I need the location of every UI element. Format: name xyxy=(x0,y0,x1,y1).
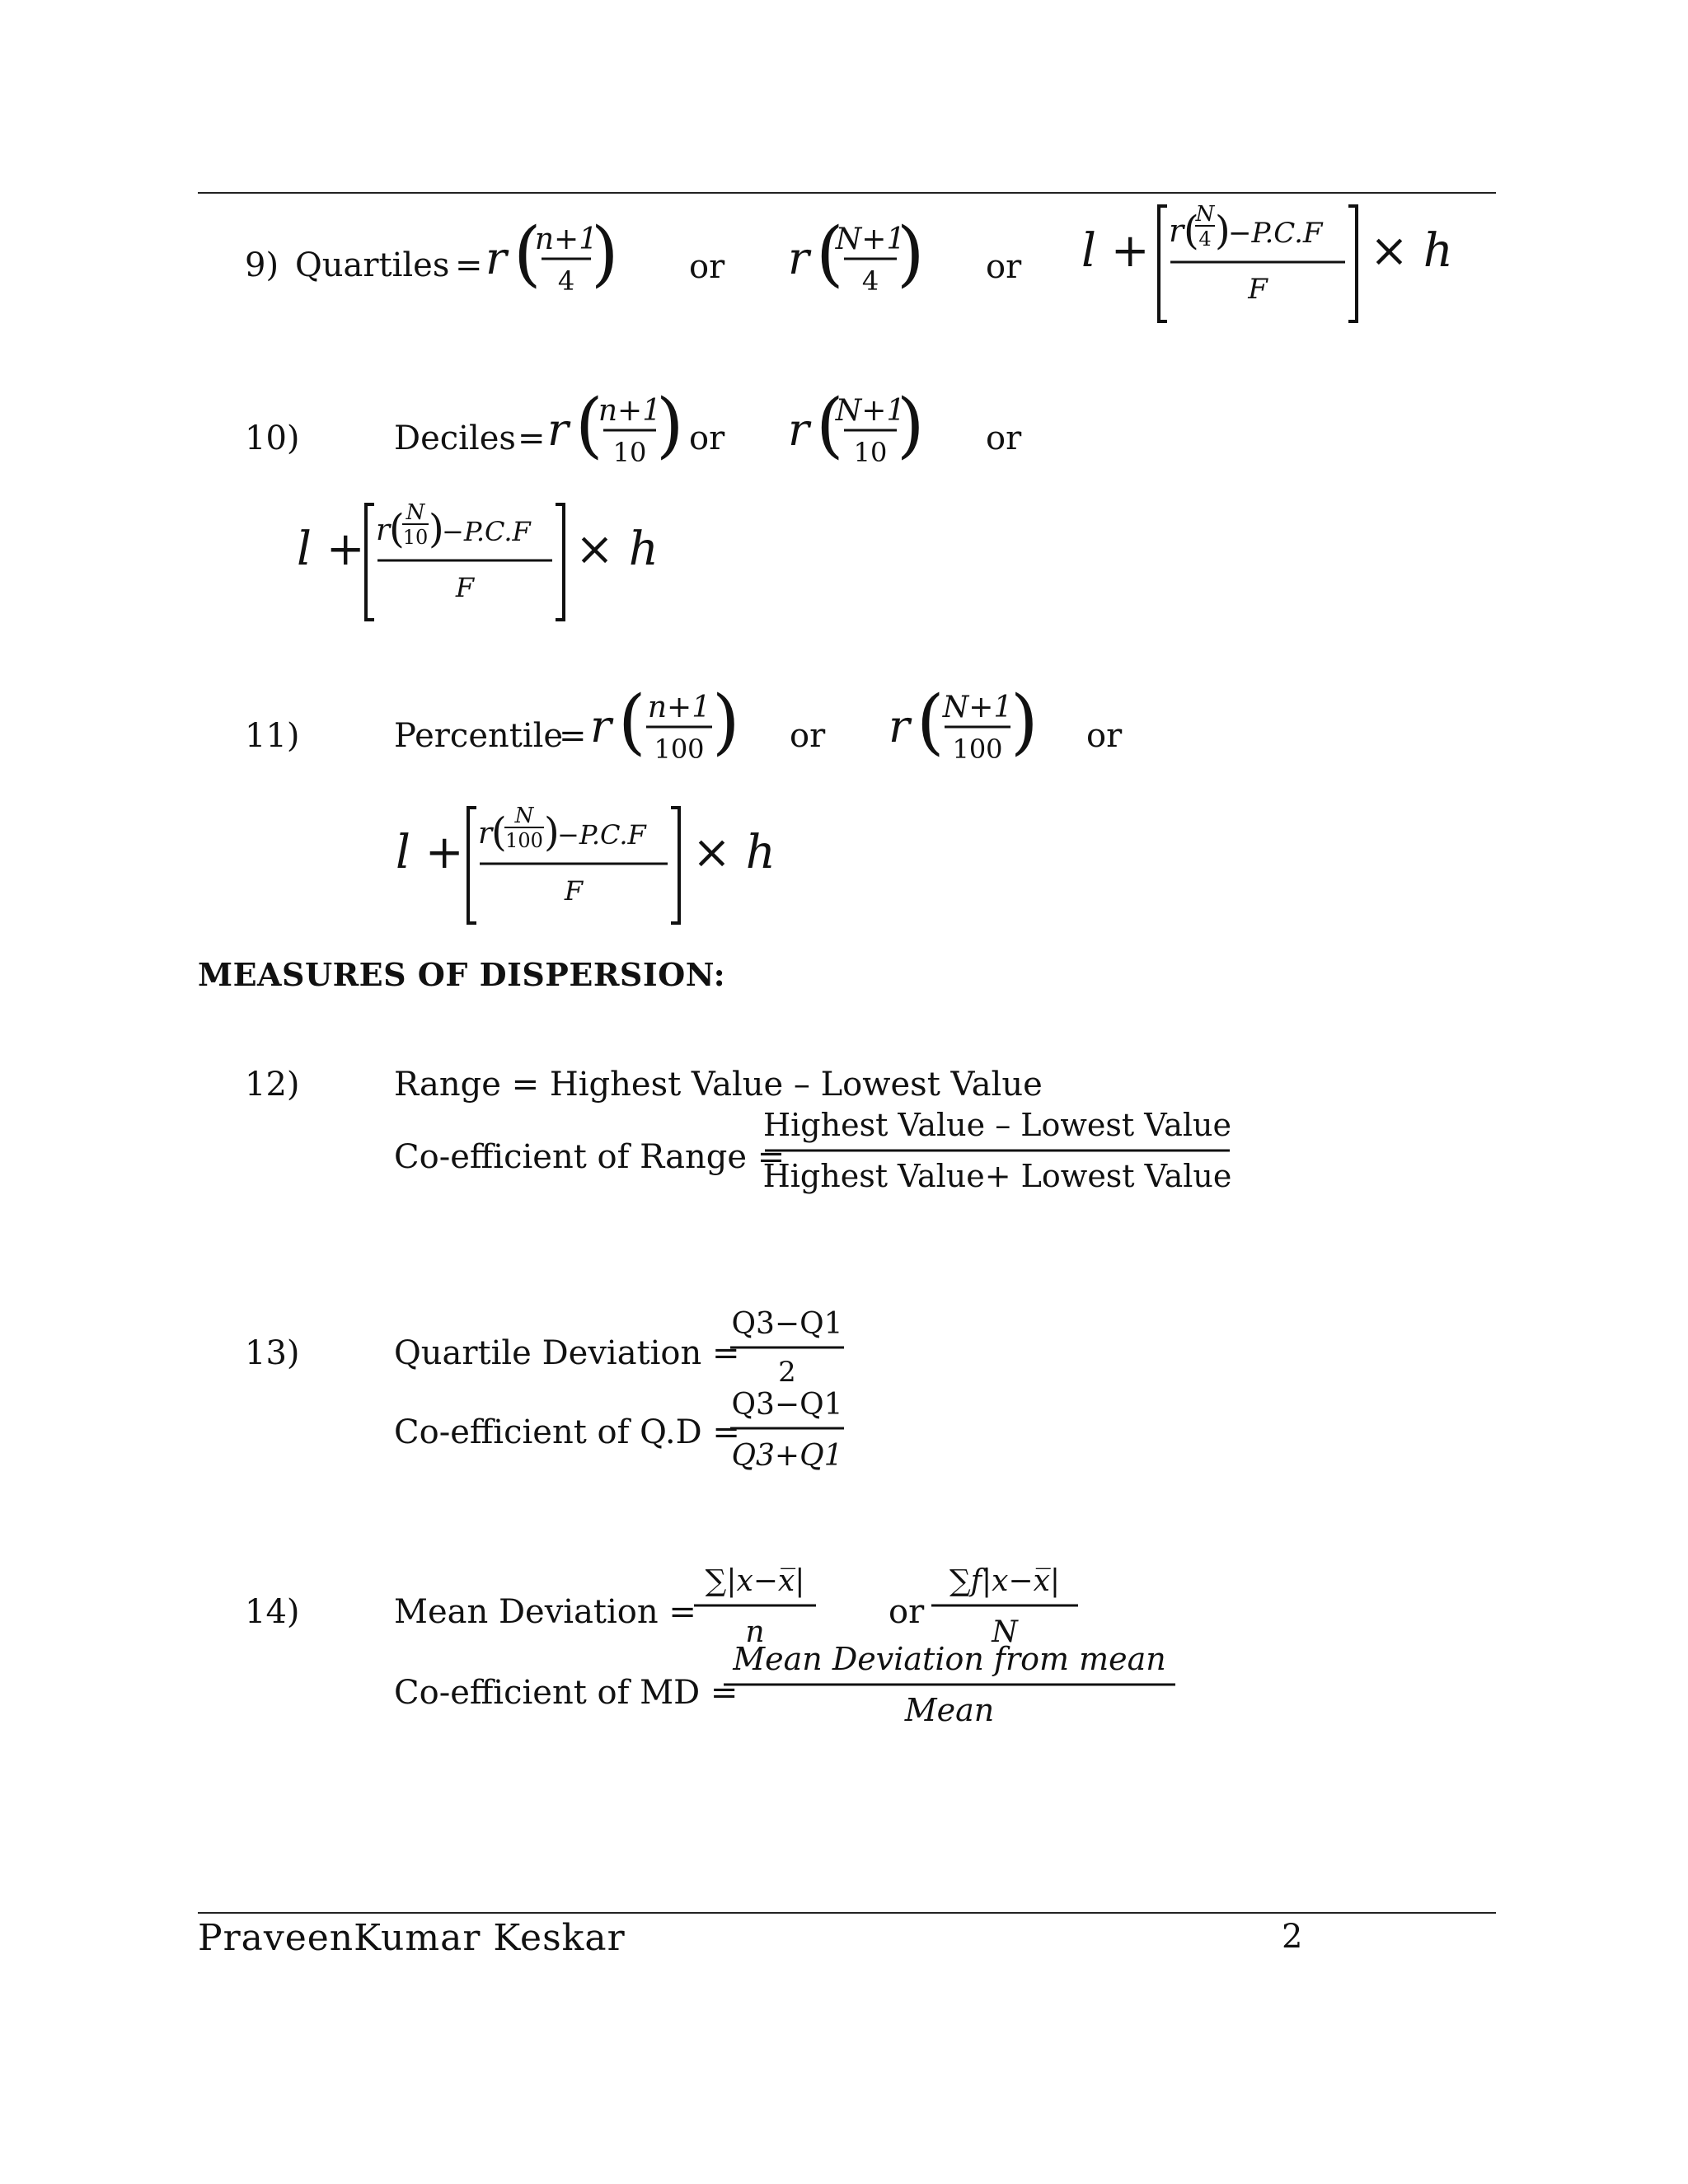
main-denominator: F xyxy=(564,875,584,907)
fraction-denominator: n xyxy=(745,1615,765,1649)
coefficient-label: Co-efficient of Range = xyxy=(394,1138,785,1176)
formula-r: r xyxy=(788,404,809,456)
inner-denominator: 100 xyxy=(505,829,543,852)
percentile-grouped-formula xyxy=(394,798,806,930)
fraction-numerator: n+1 xyxy=(647,691,711,724)
right-paren: ) xyxy=(1010,681,1039,763)
formula-r: r xyxy=(788,232,809,284)
section-heading: MEASURES OF DISPERSION: xyxy=(198,956,726,993)
inner-r: r xyxy=(376,513,391,547)
right-paren: ) xyxy=(897,384,925,466)
fraction-denominator: Highest Value+ Lowest Value xyxy=(762,1158,1232,1194)
inner-numerator: N xyxy=(1195,202,1215,227)
formula-r: r xyxy=(590,701,612,752)
page-number: 2 xyxy=(1282,1918,1303,1956)
fraction-denominator: 100 xyxy=(654,733,705,765)
percentile-formula-small-n xyxy=(587,681,752,775)
left-paren: ( xyxy=(575,384,603,466)
qd-label: Quartile Deviation = xyxy=(394,1334,740,1372)
or-text: or xyxy=(889,1593,925,1631)
footer-author: PraveenKumar Keskar xyxy=(198,1917,626,1959)
md-label: Mean Deviation = xyxy=(394,1593,696,1631)
coefficient-of-qd-fraction xyxy=(725,1381,849,1480)
minus-pcf: −P.C.F xyxy=(1228,217,1323,250)
left-paren: ( xyxy=(513,213,542,295)
left-bracket xyxy=(1159,206,1167,321)
times-h: × h xyxy=(575,523,659,576)
coefficient-of-md-fraction xyxy=(719,1635,1180,1734)
item-number: 14) xyxy=(245,1593,300,1631)
equals-sign: = xyxy=(559,717,587,755)
fraction-denominator: 4 xyxy=(861,265,879,297)
coefficient-label: Co-efficient of MD = xyxy=(394,1674,738,1712)
formula-l-plus: l + xyxy=(1081,224,1150,278)
fraction-numerator: N+1 xyxy=(835,394,906,428)
inner-left-paren: ( xyxy=(1184,208,1199,254)
inner-right-paren: ) xyxy=(429,506,444,552)
fraction-numerator: N+1 xyxy=(942,691,1013,724)
or-text: or xyxy=(1086,717,1123,755)
right-bracket xyxy=(556,504,564,620)
times-h: × h xyxy=(692,826,776,879)
quartile-deviation-fraction xyxy=(725,1301,849,1391)
item-number: 10) xyxy=(245,419,300,457)
fraction-numerator: Q3−Q1 xyxy=(731,1388,843,1422)
fraction-denominator: 2 xyxy=(778,1356,796,1389)
or-text: or xyxy=(986,248,1022,286)
percentile-formula-capital-n xyxy=(885,681,1050,775)
quartile-grouped-formula xyxy=(1080,196,1467,328)
quartile-formula-small-n xyxy=(482,213,631,307)
inner-right-paren: ) xyxy=(544,809,560,855)
or-text: or xyxy=(689,419,725,457)
range-definition: Range = Highest Value – Lowest Value xyxy=(394,1066,1043,1104)
fraction-denominator: 10 xyxy=(612,437,647,468)
right-bracket xyxy=(671,808,679,923)
item-name: Deciles xyxy=(394,419,516,457)
equals-sign: = xyxy=(455,246,483,284)
fraction-denominator: Mean xyxy=(904,1692,995,1728)
right-paren: ) xyxy=(712,681,740,763)
fraction-denominator: 100 xyxy=(952,733,1003,765)
formula-l-plus: l + xyxy=(396,826,464,879)
fraction-numerator: Q3−Q1 xyxy=(731,1307,843,1341)
fraction-numerator: ∑|x−x̅| xyxy=(705,1564,805,1598)
left-paren: ( xyxy=(816,213,844,295)
left-paren: ( xyxy=(618,681,646,763)
fraction-denominator: N xyxy=(992,1615,1018,1649)
footer-rule xyxy=(198,1912,1496,1914)
inner-right-paren: ) xyxy=(1215,208,1231,254)
main-denominator: F xyxy=(1248,273,1268,306)
equals-sign: = xyxy=(518,419,546,457)
coefficient-of-range-fraction xyxy=(758,1103,1236,1202)
item-number: 13) xyxy=(245,1334,300,1372)
left-paren: ( xyxy=(816,384,844,466)
right-paren: ) xyxy=(656,384,684,466)
fraction-denominator: 10 xyxy=(853,437,888,468)
minus-pcf: −P.C.F xyxy=(557,819,646,851)
decile-formula-small-n xyxy=(544,384,692,478)
left-paren: ( xyxy=(917,681,945,763)
minus-pcf: −P.C.F xyxy=(442,516,531,547)
main-denominator: F xyxy=(455,572,475,603)
decile-formula-capital-n xyxy=(785,384,933,478)
right-paren: ) xyxy=(897,213,925,295)
or-text: or xyxy=(790,717,826,755)
left-bracket xyxy=(468,808,476,923)
formula-l-plus: l + xyxy=(297,523,365,576)
fraction-numerator: Mean Deviation from mean xyxy=(733,1641,1166,1677)
fraction-denominator: Q3+Q1 xyxy=(731,1439,843,1473)
right-paren: ) xyxy=(591,213,619,295)
inner-denominator: 4 xyxy=(1198,227,1212,251)
inner-numerator: N xyxy=(514,804,534,828)
item-number: 11) xyxy=(245,717,300,755)
right-bracket xyxy=(1348,206,1357,321)
inner-numerator: N xyxy=(406,500,425,525)
item-name: Percentile xyxy=(394,717,564,755)
fraction-numerator: n+1 xyxy=(598,394,662,428)
left-bracket xyxy=(366,504,374,620)
item-number: 9) xyxy=(245,246,279,284)
or-text: or xyxy=(986,419,1022,457)
formula-r: r xyxy=(547,404,569,456)
times-h: × h xyxy=(1370,224,1453,278)
decile-grouped-formula xyxy=(295,494,682,626)
formula-r: r xyxy=(485,232,507,284)
or-text: or xyxy=(689,248,725,286)
header-rule xyxy=(198,192,1496,194)
inner-left-paren: ( xyxy=(491,809,507,855)
inner-left-paren: ( xyxy=(389,506,405,552)
fraction-denominator: 4 xyxy=(557,265,575,297)
inner-r: r xyxy=(478,817,493,851)
fraction-numerator: ∑f|x−x̅| xyxy=(949,1564,1061,1598)
fraction-numerator: Highest Value – Lowest Value xyxy=(762,1107,1232,1143)
item-name: Quartiles xyxy=(295,246,450,284)
coefficient-label: Co-efficient of Q.D = xyxy=(394,1413,740,1451)
inner-r: r xyxy=(1169,213,1184,249)
fraction-numerator: N+1 xyxy=(835,223,906,256)
formula-r: r xyxy=(889,701,910,752)
item-number: 12) xyxy=(245,1066,300,1104)
inner-denominator: 10 xyxy=(402,526,429,549)
quartile-formula-capital-n xyxy=(785,213,933,307)
fraction-numerator: n+1 xyxy=(534,223,598,256)
